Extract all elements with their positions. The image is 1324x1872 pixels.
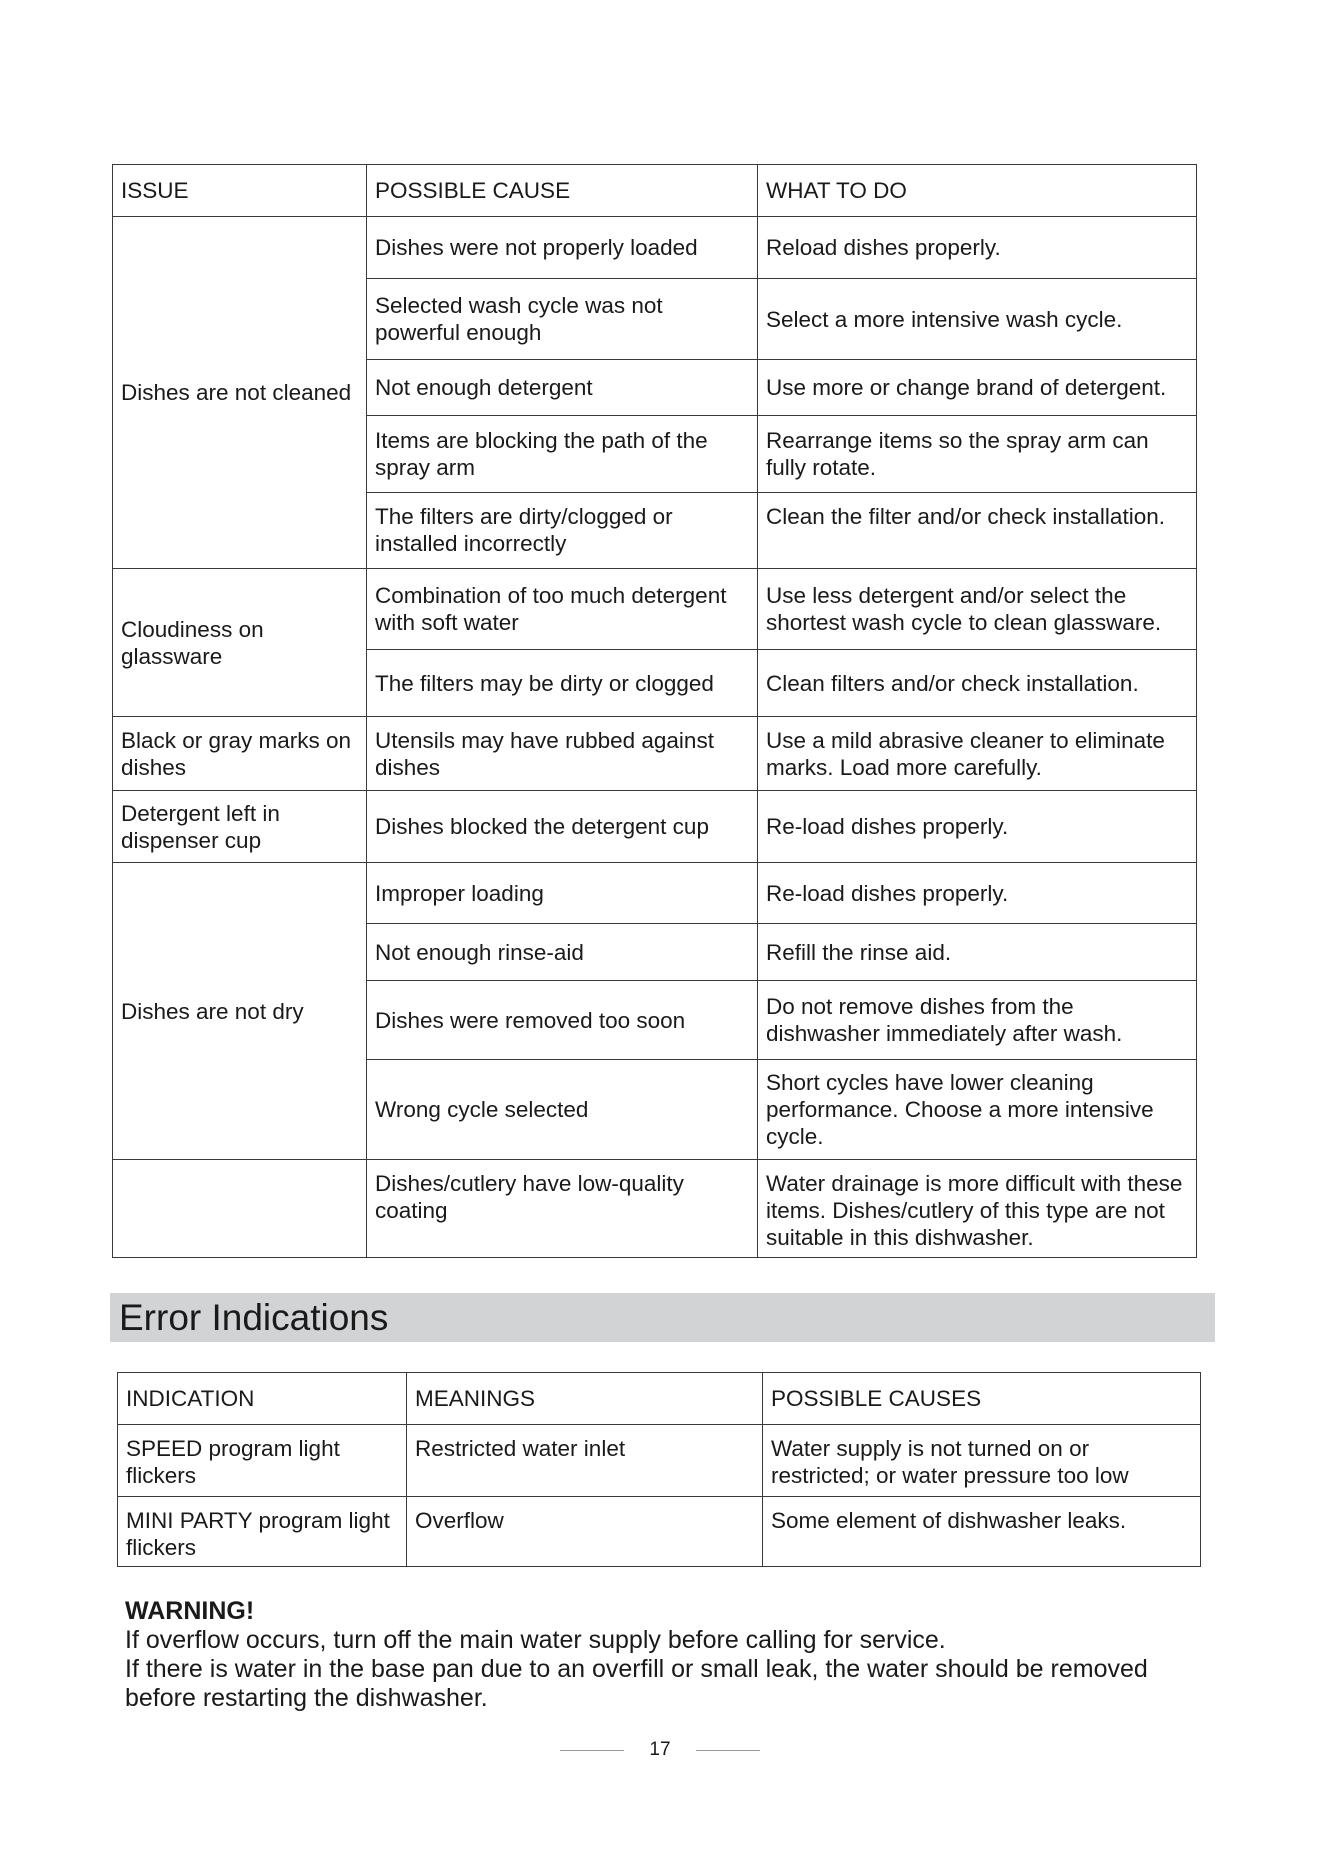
cause-cell: Water supply is not turned on or restricted; or water pressure too low [763, 1425, 1201, 1497]
action-cell: Select a more intensive wash cycle. [758, 279, 1197, 360]
action-cell: Use more or change brand of detergent. [758, 360, 1197, 416]
issue-cell: Black or gray marks on dishes [113, 717, 367, 791]
page-footer [560, 1738, 760, 1762]
cause-cell: Dishes were removed too soon [367, 981, 758, 1060]
error-indications-table [117, 1372, 1201, 1567]
action-cell: Use a mild abrasive cleaner to eliminate marks. Load more carefully. [758, 717, 1197, 791]
header-issue: ISSUE [113, 165, 367, 217]
cause-cell: Wrong cycle selected [367, 1060, 758, 1160]
cause-cell: Utensils may have rubbed against dishes [367, 717, 758, 791]
page-number: 17 [649, 1739, 671, 1760]
action-cell: Water drainage is more difficult with these items. Dishes/cutlery of this type are not suitable in this dishwasher. [758, 1160, 1197, 1258]
cause-cell: Improper loading [367, 863, 758, 924]
table-row [118, 1425, 1201, 1497]
cause-cell: Dishes were not properly loaded [367, 217, 758, 279]
header-meanings: MEANINGS [407, 1373, 763, 1425]
header-what-to-do: WHAT TO DO [758, 165, 1197, 217]
table-row [113, 863, 1197, 924]
action-cell: Reload dishes properly. [758, 217, 1197, 279]
issue-cell [113, 1160, 367, 1258]
cause-cell: Dishes blocked the detergent cup [367, 791, 758, 863]
table-row [113, 217, 1197, 279]
action-cell: Re-load dishes properly. [758, 863, 1197, 924]
meaning-cell: Restricted water inlet [407, 1425, 763, 1497]
action-cell: Re-load dishes properly. [758, 791, 1197, 863]
cause-cell: Dishes/cutlery have low-quality coating [367, 1160, 758, 1258]
warning-line: If overflow occurs, turn off the main water supply before calling for service. [125, 1626, 946, 1654]
header-indication: INDICATION [118, 1373, 407, 1425]
issue-cell: Cloudiness on glassware [113, 569, 367, 717]
table-header-row [113, 165, 1197, 217]
cause-cell: Not enough rinse-aid [367, 924, 758, 981]
footer-divider [696, 1750, 760, 1751]
indication-cell: SPEED program light flickers [118, 1425, 407, 1497]
cause-cell: The filters are dirty/clogged or installed incorrectly [367, 493, 758, 569]
table-row [113, 569, 1197, 650]
cause-cell: Items are blocking the path of the spray arm [367, 416, 758, 493]
action-cell: Use less detergent and/or select the shortest wash cycle to clean glassware. [758, 569, 1197, 650]
warning-title: WARNING! [125, 1597, 255, 1625]
action-cell: Short cycles have lower cleaning performance. Choose a more intensive cycle. [758, 1060, 1197, 1160]
action-cell: Do not remove dishes from the dishwasher immediately after wash. [758, 981, 1197, 1060]
table-row [113, 791, 1197, 863]
issue-cell: Dishes are not cleaned [113, 217, 367, 569]
cause-cell: Some element of dishwasher leaks. [763, 1497, 1201, 1567]
issue-cell: Detergent left in dispenser cup [113, 791, 367, 863]
header-possible-causes: POSSIBLE CAUSES [763, 1373, 1201, 1425]
section-title: Error Indications [119, 1297, 389, 1338]
action-cell: Clean filters and/or check installation. [758, 650, 1197, 717]
indication-cell: MINI PARTY program light flickers [118, 1497, 407, 1567]
table-row [118, 1497, 1201, 1567]
troubleshooting-table [112, 164, 1197, 1258]
warning-block [125, 1596, 1205, 1713]
error-indications-header [110, 1293, 1215, 1342]
table-row [113, 717, 1197, 791]
action-cell: Refill the rinse aid. [758, 924, 1197, 981]
action-cell: Rearrange items so the spray arm can fully rotate. [758, 416, 1197, 493]
action-cell: Clean the filter and/or check installation. [758, 493, 1197, 569]
cause-cell: Combination of too much detergent with soft water [367, 569, 758, 650]
table-header-row [118, 1373, 1201, 1425]
cause-cell: The filters may be dirty or clogged [367, 650, 758, 717]
cause-cell: Not enough detergent [367, 360, 758, 416]
header-possible-cause: POSSIBLE CAUSE [367, 165, 758, 217]
cause-cell: Selected wash cycle was not powerful enough [367, 279, 758, 360]
meaning-cell: Overflow [407, 1497, 763, 1567]
issue-cell: Dishes are not dry [113, 863, 367, 1160]
table-row [113, 1160, 1197, 1258]
warning-line: If there is water in the base pan due to an overfill or small leak, the water should be removed before restarting the dishwasher. [125, 1655, 1148, 1712]
